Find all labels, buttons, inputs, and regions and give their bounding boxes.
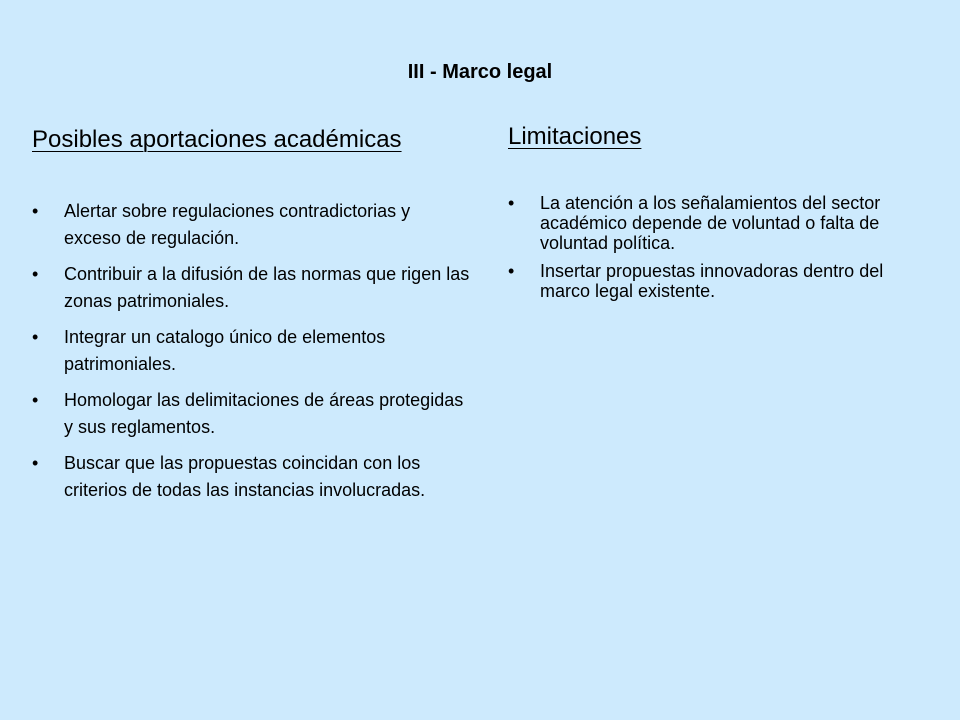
list-item-text: Homologar las delimitaciones de áreas protegidas y sus reglamentos. bbox=[64, 390, 464, 437]
bullet-icon: • bbox=[32, 390, 39, 410]
list-item-text: La atención a los señalamientos del sector académico depende de voluntad o falta de voluntad política. bbox=[540, 193, 881, 253]
list-item bbox=[32, 387, 472, 441]
bullet-icon: • bbox=[508, 193, 515, 213]
contributions-list bbox=[32, 198, 472, 504]
bullet-icon: • bbox=[32, 453, 39, 473]
list-item-text: Contribuir a la difusión de las normas que rigen las zonas patrimoniales. bbox=[64, 264, 470, 311]
list-item bbox=[32, 450, 472, 504]
list-item-text: Alertar sobre regulaciones contradictorias y exceso de regulación. bbox=[64, 201, 411, 248]
list-item-text: Buscar que las propuestas coincidan con los criterios de todas las instancias involucradas. bbox=[64, 453, 426, 500]
list-item bbox=[508, 193, 928, 253]
slide-title: III - Marco legal bbox=[407, 61, 553, 83]
contributions-heading: Posibles aportaciones académicas bbox=[32, 126, 402, 153]
list-item-text: Integrar un catalogo único de elementos patrimoniales. bbox=[64, 327, 386, 374]
list-item bbox=[508, 261, 928, 301]
list-item bbox=[32, 198, 472, 252]
limitations-column bbox=[508, 121, 928, 309]
bullet-icon: • bbox=[32, 327, 39, 347]
limitations-list bbox=[508, 193, 928, 301]
bullet-icon: • bbox=[32, 201, 39, 221]
list-item-text: Insertar propuestas innovadoras dentro del marco legal existente. bbox=[540, 261, 884, 301]
list-item bbox=[32, 261, 472, 315]
list-item bbox=[32, 324, 472, 378]
bullet-icon: • bbox=[508, 261, 515, 281]
bullet-icon: • bbox=[32, 264, 39, 284]
limitations-heading: Limitaciones bbox=[508, 123, 642, 150]
contributions-column bbox=[32, 124, 472, 513]
